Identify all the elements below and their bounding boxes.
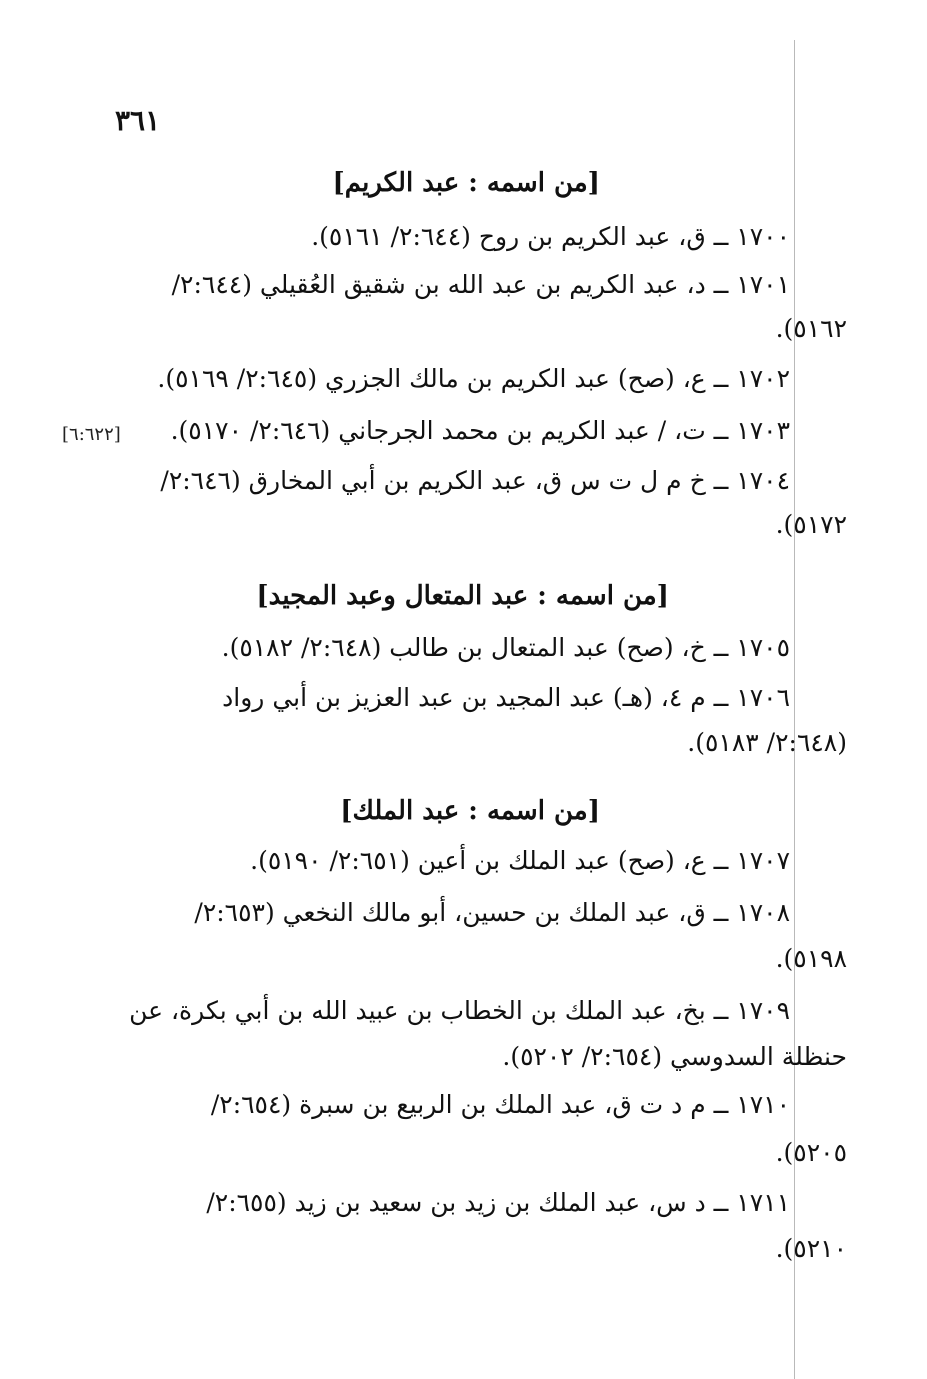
entry-line-continuation: ٥١٩٨). [775, 944, 847, 973]
entry-line: ١٧٠٧ ــ ع، (صح) عبد الملك بن أعين (٢:٦٥١/ ٥١٩٠). [250, 846, 790, 875]
entry-line: ١٧٠٤ ــ خ م ل ت س ق، عبد الكريم بن أبي المخارق (٢:٦٤٦/ [160, 466, 790, 495]
gutter-rule [794, 40, 795, 1379]
entry-line-continuation: ٥٢٠٥). [775, 1138, 847, 1167]
entry-line: ١٧١١ ــ د س، عبد الملك بن زيد بن سعيد بن زيد (٢:٦٥٥/ [206, 1188, 790, 1217]
entry-line: ١٧٠٠ ــ ق، عبد الكريم بن روح (٢:٦٤٤/ ٥١٦١). [311, 222, 790, 251]
entry-line: ١٧٠٩ ــ بخ، عبد الملك بن الخطاب بن عبيد الله بن أبي بكرة، عن [129, 996, 790, 1025]
entry-line-continuation: ٥١٦٢). [775, 314, 847, 343]
margin-reference: [٦:٦٢٢] [62, 424, 121, 445]
entry-line: ١٧٠٦ ــ م ٤، (هـ) عبد المجيد بن عبد العزيز بن أبي رواد [222, 683, 790, 712]
entry-line-continuation: حنظلة السدوسي (٢:٦٥٤/ ٥٢٠٢). [502, 1042, 847, 1071]
section-heading: [من اسمه : عبد الكريم] [332, 168, 600, 198]
section-heading: [من اسمه : عبد الملك] [340, 796, 600, 826]
entry-line-continuation: (٢:٦٤٨/ ٥١٨٣). [687, 728, 847, 757]
section-heading: [من اسمه : عبد المتعال وعبد المجيد] [256, 581, 669, 611]
entry-line-continuation: ٥١٧٢). [775, 510, 847, 539]
entry-line: ١٧١٠ ــ م د ت ق، عبد الملك بن الربيع بن سبرة (٢:٦٥٤/ [210, 1090, 790, 1119]
entry-line: ١٧٠٥ ــ خ، (صح) عبد المتعال بن طالب (٢:٦٤٨/ ٥١٨٢). [221, 633, 790, 662]
entry-line: ١٧٠٢ ــ ع، (صح) عبد الكريم بن مالك الجزري (٢:٦٤٥/ ٥١٦٩). [157, 364, 790, 393]
entry-line-continuation: ٥٢١٠). [775, 1234, 847, 1263]
entry-line: ١٧٠١ ــ د، عبد الكريم بن عبد الله بن شقيق العُقيلي (٢:٦٤٤/ [171, 270, 790, 299]
entry-line: ١٧٠٨ ــ ق، عبد الملك بن حسين، أبو مالك النخعي (٢:٦٥٣/ [194, 898, 790, 927]
entry-line: ١٧٠٣ ــ ت، / عبد الكريم بن محمد الجرجاني (٢:٦٤٦/ ٥١٧٠). [170, 416, 790, 445]
page-number: ٣٦١ [115, 104, 161, 137]
